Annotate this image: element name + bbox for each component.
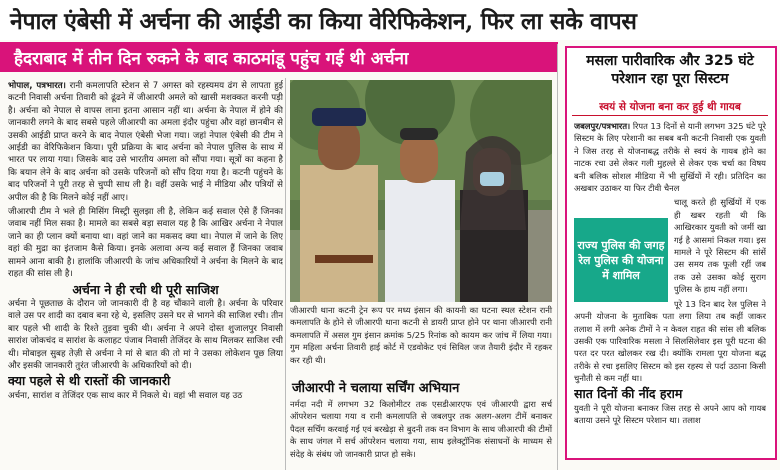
sidebar-dateline: जबलपुर/पत्रभारत। [574,121,631,131]
sidebar-para-2: चालू करते ही सुर्खियों में एक ही खबर रहती थी कि आखिरकार युवती को जमीं खा गई है आसमां निकल गया। इस मामले ने पूरे सिस्टम की सांसें उस समय तक फूली रहीं जब तक उसे उसका कोई सुराग पुलिस के हाथ नहीं लगा। [674,197,766,295]
headline-bar [0,0,780,40]
section-heading-conspiracy: अर्चना ने ही रची थी पूरी साजिश [72,281,219,297]
sidebar-para-1-text: रिपत 13 दिनों से यानी लगभग 325 घंटे पूरे सिस्टम के लिए परेशानी का सबब बनी कटनी निवासी एक युवती ने जिस तरह से योजनाबद्ध तरीके से स्वयं के गायब होने का नाटक रचा उसे लेकर गली मुहल्ले से लेकर एक चर्चा का विषय बनी बलिक सोशल मीडिया में भी सुर्खियों में रही। प्रतिदिन का अखबार उठाकर या फिर टीवी चैनल [574,121,766,194]
sidebar-para-4: युवती ने पूरी योजना बनाकर जिस तरह से अपने आप को गायब बताया उसने पूरे सिस्टम परेशान था। तलाश [574,402,766,426]
pull-quote: राज्य पुलिस की जगह रेल पुलिस की योजना में शामिल [574,218,668,302]
sidebar-rule [572,115,768,116]
left-para-3: अर्चना ने पूछताछ के दौरान जो जानकारी दी है वह चौंकाने वाली है। अर्चना के परिवार वाले उस पर शादी का दबाव बना रहे थे, इसलिए उसने घर से भागने की साजिश रची। तीन बार पहले भी शादी के रिश्ते तुड़वा चुकी थी। अर्चना ने अपने दोस्त शुजालपुर निवासी सारांश जोकचंद व सारांश के कलाहट पंजाब निवासी तेजिंदर के साथ मिलकर साजिश रची थी। मोबाइल सुबह तेज़ी से अर्चना ने मां से बात की तो मां ने उसका लोकेशन पूछ लिया और इसकी जानकारी तुरंत जीआरपी के अधिकारियों को दी। [8,298,283,371]
sidebar-para-3: पूरे 13 दिन बाद रेल पुलिस ने अपनी योजना के मुताबिक पता लगा लिया तब कहीं जाकर तलाश में लगी अनेक टीमों ने न केवल राहत की सांस ली बलिक उसकी एक पारिवारिक मसला ने सिलसिलेवार इस पूरी घटना की परत दर परत खोलकर रख दी। क्योंकि रामला पूरा योजना बद्ध तरीके से रचा इसलिए सिस्टम को इस रहस्य से पर्दा उठाना किसी चुनौती से कम नहीं था। [574,298,766,384]
search-operation-section [290,378,552,460]
left-para-2: जीआरपी टीम ने भले ही मिसिंग मिस्ट्री सुलझा ली है, लेकिन कई सवाल ऐसे हैं जिनका जवाब नहीं मिल सका है। मामले का सबसे बड़ा सवाल यह है कि आखिर अर्चना ने नेपाल जाने का ही प्लान क्यों बनाया था। वहां जाने का मकसद क्या था। नेपाल में जाने के लिए वहां की मुद्रा का इंतजाम कैसे किया। इनके अलावा अन्य कई सवाल हैं जिनका जवाब सामने आना बाकी है। हालांकि जीआरपी के जांच अधिकारियों ने अर्चना के मिलने के बाद राहत की सांस ली है। [8,207,283,280]
subheadline-banner [0,42,558,72]
photo-caption: जीआरपी थाना कटनी ट्रेन रूप पर मध्य इंसान की कायनी का घटना स्थल स्टेशन रानी कमलापति के होने से जीआरपी थाना कटनी से डायरी प्राप्त होने पर थाना जीआरपी रानी कमलापति में असल गुम इंसान क्रमांक 5/25 रिनांक को कायम कर जांच में लिया गया। गुम महिला अर्चना तिवारी हाई कोर्ट में एडवोकेट एवं सिविल जज तैयारी इंदौर में रहकर कर रही थी। [290,305,552,365]
sidebar-title: मसला पारीवारिक और 325 घंटे परेशान रहा पूरा सिस्टम [586,53,754,87]
search-operation-text: नर्मदा नदी में लगभग 32 किलोमीटर तक एसडीआरएफ एवं जीआरपी द्वारा सर्च ऑपरेशन चलाया गया व रानी कमलापति से जबलपुर तक अलग-अलग टीमें बनाकर पैदल सर्चिंग करवाई गई एवं बरखेड़ा से बुदनी तक वन विभाग के साथ जीआरपी की टीमों के साथ जंगल में सर्च ऑपरेशन चलाया गया, साथ इलेक्ट्रॉनिक संसाधनों के माध्यम से संदेह के संबंध जो जानकारी प्राप्त हो सके। [290,399,552,459]
news-photo [290,80,552,302]
left-para-1 [8,80,283,204]
left-column [8,80,283,470]
left-para-4: अर्चना, सारांश व तेजिंदर एक साथ कार में निकले थे। वहां भी सवाल यह उठ [8,390,243,401]
sidebar-para-1 [574,120,766,194]
left-para-1-text: रानी कमलापति स्टेशन से 7 अगस्त को रहस्यमय ढंग से लापता हुई कटनी निवासी अर्चना तिवारी को ढूंढने में जीआरपी अमले को खासी मशक्कत करनी पड़ी है। अर्चना को नेपाल से वापस लाना इतना आसान नहीं था। अर्चना के नेपाल में होने की जानकारी लगने के बाद सबसे पहले जीआरपी का अमला इंदौर पहुंचा और वहां छानबीन से उसकी आईडी प्राप्त करने के बाद नेपाल एंबेसी भेजा गया। जहां नेपाल एंबेसी की टीम ने आईडी का वेरिफिकेशन किया। पूरी प्रक्रिया के बाद अर्चना को नेपाल पुलिस के साथ में भारत पर लाया गया। जिसके बाद उसे भारतीय अमला को सौंपा गया। सूत्रों का कहना है कि बयान लेने के बाद अर्चना को उसके परिजनों को सौंप दिया गया है। कटनी पहुंचने के बाद परिजनों ने पूरी तरह से चुप्पी साध ली है। वहीं उसके भाई ने मीडिया और पत्रियों से अपील की है कि मिलने कोई नहीं आए। [8,81,283,203]
sidebar-subtitle: स्वयं से योजना बना कर हुई थी गायब [599,101,741,113]
column-divider [285,78,286,470]
column-divider-right [557,44,558,470]
subheadline: हैदराबाद में तीन दिन रुकने के बाद काठमांडू पहुंच गई थी अर्चना [14,48,409,69]
search-operation-heading: जीआरपी ने चलाया सर्चिंग अभियान [292,381,460,396]
dateline: भोपाल, पत्रभारत। [8,81,66,91]
section-heading-routes: क्या पहले से थी रास्तों की जानकारी [8,373,171,389]
headline: नेपाल एंबेसी में अर्चना की आईडी का किया वेरिफिकेशन, फिर ला सके वापस [10,8,637,35]
sidebar-section-heading: सात दिनों की नींद हराम [574,385,683,401]
news-photo-illustration [290,80,552,302]
